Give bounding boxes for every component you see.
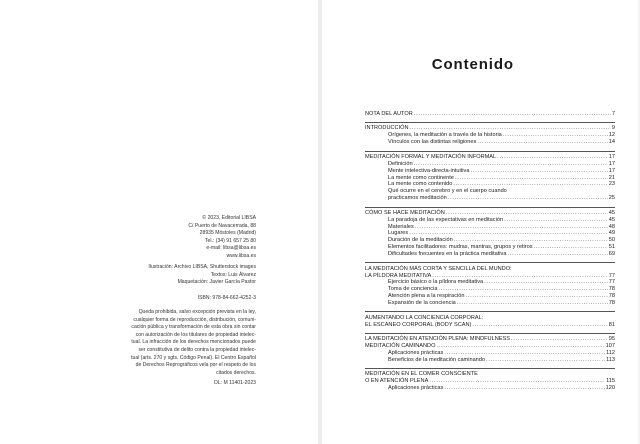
toc-entry — [365, 286, 615, 293]
toc-leader-dots — [436, 343, 604, 350]
toc-page-number: 78 — [608, 293, 615, 300]
toc-entry-text: Atención plena a la respiración — [388, 293, 465, 300]
toc-entry — [365, 350, 615, 357]
toc-entry-heading — [365, 266, 615, 273]
toc-entry — [365, 168, 615, 175]
toc-entry-text: practicamos meditación — [388, 195, 447, 202]
toc-entry-text: NOTA DEL AUTOR — [365, 111, 413, 117]
toc-page-number: 45 — [608, 216, 615, 223]
toc-entry-text: MEDITACIÓN FORMAL Y MEDITACIÓN INFORMAL — [365, 153, 497, 160]
toc-page-number: 50 — [608, 237, 615, 244]
toc-entry — [365, 385, 615, 392]
toc-entry-text: Qué ocurre en el cerebro y en el cuerpo cuando — [388, 188, 507, 195]
toc-entry-text: LA PÍLDORA MEDITATIVA — [365, 272, 432, 279]
toc-entry-text: Materiales — [388, 223, 414, 230]
toc-page-number: 23 — [608, 181, 615, 188]
toc-entry — [365, 217, 615, 224]
legal-notice — [131, 309, 256, 377]
toc-page-number: 120 — [605, 385, 615, 392]
legal-deposit — [214, 380, 256, 388]
toc-page-number: 49 — [608, 230, 615, 237]
toc-entry-text: O EN ATENCIÓN PLENA — [365, 378, 429, 385]
toc-page-number: 17 — [608, 167, 615, 174]
legal-deposit-text: DL: M 11401-2023 — [214, 380, 256, 386]
toc-leader-dots — [444, 350, 605, 357]
toc-leader-dots — [477, 139, 607, 146]
toc-leader-dots — [410, 125, 611, 132]
address-line: e-mail: libsa@libsa.es — [206, 245, 256, 252]
toc-entry — [365, 139, 615, 146]
toc-page-number: 95 — [608, 336, 615, 343]
toc-leader-dots — [438, 286, 607, 293]
toc-leader-dots — [414, 161, 608, 168]
toc-page-number: 7 — [611, 111, 615, 117]
toc-entry — [365, 279, 615, 286]
toc-page-number: 21 — [608, 174, 615, 181]
toc-leader-dots — [484, 279, 608, 286]
toc-page-number: 113 — [606, 356, 615, 363]
toc-entry-heading — [365, 315, 615, 322]
toc-entry-text: Elementos facilitadores: mudras, mantras, grupos y retiros — [388, 244, 533, 251]
toc-leader-dots — [409, 230, 608, 237]
toc-leader-dots — [414, 111, 611, 118]
toc-entry-text: MEDITACIÓN EN EL COMER CONSCIENTE — [365, 371, 478, 378]
toc-page-number: 9 — [611, 125, 615, 132]
section-divider — [365, 207, 615, 208]
toc-page-number: 48 — [608, 223, 615, 230]
legal-line: cualquier forma de reproducción, distribución, comuni- — [133, 316, 256, 323]
section-divider — [365, 262, 615, 263]
toc-page-number: 25 — [608, 195, 615, 202]
toc-page-number: 14 — [608, 139, 615, 146]
legal-line: tual. La infracción de los derechos mencionados puede — [131, 339, 256, 346]
toc-entry — [365, 210, 615, 217]
toc-leader-dots — [448, 195, 608, 202]
section-divider — [365, 151, 615, 152]
legal-line: tual (arts. 270 y sgts. Código Penal). El Centro Español — [131, 354, 256, 361]
address-line: © 2023, Editorial LIBSA — [202, 215, 256, 221]
toc-page-number: 77 — [608, 279, 615, 286]
toc-entry-text: Vínculos con las distintas religiones — [388, 139, 477, 146]
toc-leader-dots — [457, 300, 608, 307]
toc-page-number: 17 — [608, 153, 615, 160]
legal-line: Queda prohibida, salvo excepción prevista en la ley, — [138, 309, 256, 315]
toc-leader-dots — [454, 237, 608, 244]
toc-entry — [365, 273, 615, 280]
publisher-address — [188, 215, 256, 261]
page-title: Contenido — [431, 56, 514, 73]
toc-leader-dots — [486, 357, 605, 364]
toc-leader-dots — [511, 336, 608, 343]
toc-leader-dots — [415, 224, 608, 231]
toc-entry-text: La mente como continente — [388, 174, 454, 181]
section-divider — [365, 368, 615, 369]
toc-entry — [365, 195, 615, 202]
isbn-text: ISBN: 978-84-662-4252-3 — [197, 295, 256, 301]
toc-leader-dots — [444, 385, 604, 392]
toc-leader-dots — [497, 154, 608, 161]
toc-entry — [365, 181, 615, 188]
toc-entry — [365, 378, 615, 385]
toc-entry — [365, 132, 615, 139]
toc-page-number: 17 — [608, 160, 615, 167]
legal-line: ser constitutiva de delito contra la propiedad intelec- — [138, 346, 256, 353]
toc-entry — [365, 230, 615, 237]
address-line: C/ Puerto de Navacerrada, 88 — [188, 222, 256, 229]
toc-entry-text: Definición — [388, 160, 413, 167]
credit-line: Ilustración: Archivo LIBSA, Shutterstock images — [148, 264, 256, 270]
isbn — [198, 295, 256, 303]
toc-entry-text: CÓMO SE HACE MEDITACIÓN — [365, 209, 445, 216]
toc-page-number: 107 — [605, 342, 615, 349]
credit-line: Maquetación: Javier García Pastor — [177, 279, 256, 286]
toc-entry-text: Lugares — [388, 230, 409, 237]
toc-leader-dots — [470, 168, 607, 175]
toc-leader-dots — [507, 251, 607, 258]
legal-line: de Derechos Reprográficos vela por el respeto de los — [135, 362, 256, 369]
toc-entry-text: MEDITACIÓN CAMINANDO — [365, 342, 436, 349]
section-divider — [365, 311, 615, 312]
toc-entry-text: Orígenes, la meditación a través de la historia — [388, 132, 502, 139]
toc-entry-text: Dificultades frecuentes en la práctica meditativa — [388, 251, 507, 258]
toc-page-number: 112 — [606, 349, 615, 356]
toc-entry — [365, 161, 615, 168]
section-divider — [365, 333, 615, 334]
toc-entry — [365, 154, 615, 161]
right-page — [322, 0, 638, 444]
toc-entry — [365, 343, 615, 350]
toc-entry-text: Expansión de la conciencia — [388, 300, 456, 307]
toc-entry-text: La mente como contenido — [388, 181, 453, 188]
toc-leader-dots — [455, 175, 608, 182]
toc-leader-dots — [432, 273, 608, 280]
toc-leader-dots — [472, 322, 607, 329]
address-line: 28935 Móstoles (Madrid) — [199, 230, 256, 237]
legal-line: cación pública y transformación de esta obra sin contar — [131, 324, 256, 331]
toc-page-number: 45 — [608, 209, 615, 216]
toc-page-number: 78 — [608, 286, 615, 293]
toc-entry — [365, 125, 615, 132]
credits — [148, 264, 256, 287]
toc-page-number: 77 — [608, 272, 615, 279]
toc-entry — [365, 244, 615, 251]
toc-entry-text: EL ESCANEO CORPORAL (BODY SCAN) — [365, 321, 472, 328]
table-of-contents — [365, 111, 615, 392]
toc-entry-text: Mente intelectiva-directa-intuitiva — [388, 167, 470, 174]
toc-page-number: 115 — [606, 378, 615, 385]
toc-entry-text: INTRODUCCIÓN — [365, 125, 409, 132]
toc-entry-heading — [365, 188, 615, 195]
toc-leader-dots — [446, 210, 608, 217]
toc-entry-text: LA MEDITACIÓN MÁS CORTA Y SENCILLA DEL MUNDO: — [365, 265, 512, 272]
toc-entry-text: Aplicaciones prácticas — [388, 349, 444, 356]
toc-page-number: 69 — [608, 251, 615, 258]
toc-page-number: 12 — [608, 132, 615, 139]
legal-line: con autorización de los titulares de propiedad intelec- — [135, 331, 256, 338]
toc-page-number: 51 — [608, 244, 615, 251]
toc-leader-dots — [429, 378, 605, 385]
toc-leader-dots — [503, 132, 608, 139]
toc-entry — [365, 322, 615, 329]
address-line: www.libsa.es — [226, 252, 256, 259]
toc-leader-dots — [534, 244, 608, 251]
toc-entry — [365, 251, 615, 258]
toc-entry — [365, 175, 615, 182]
left-page — [0, 0, 318, 444]
toc-entry-text: Aplicaciones prácticas — [388, 385, 444, 392]
section-divider — [365, 122, 615, 123]
toc-entry — [365, 237, 615, 244]
toc-entry — [365, 111, 615, 118]
toc-entry — [365, 224, 615, 231]
toc-entry-text: Toma de conciencia — [388, 286, 438, 293]
toc-leader-dots — [504, 217, 608, 224]
credit-line: Textos: Luis Álvarez — [210, 271, 256, 278]
toc-entry-text: Beneficios de la meditación caminando — [388, 356, 486, 363]
legal-line: citados derechos. — [216, 369, 256, 376]
toc-entry-text: Duración de la meditación — [388, 237, 453, 244]
toc-page-number: 81 — [608, 321, 615, 328]
toc-page-number: 78 — [608, 300, 615, 307]
toc-entry — [365, 357, 615, 364]
toc-leader-dots — [453, 181, 607, 188]
toc-entry — [365, 300, 615, 307]
toc-entry-text: LA MEDITACIÓN EN ATENCIÓN PLENA: MINDFULNESS — [365, 336, 510, 343]
toc-entry — [365, 293, 615, 300]
toc-entry-text: La paradoja de las expectativas en meditación — [388, 216, 504, 223]
toc-entry-text: AUMENTANDO LA CONCIENCIA CORPORAL: — [365, 314, 484, 321]
address-line: Tel.: (34) 91 657 25 80 — [205, 237, 256, 244]
toc-leader-dots — [466, 293, 608, 300]
toc-entry — [365, 336, 615, 343]
toc-entry-text: Ejercicio básico o la píldora meditativa — [388, 279, 484, 286]
